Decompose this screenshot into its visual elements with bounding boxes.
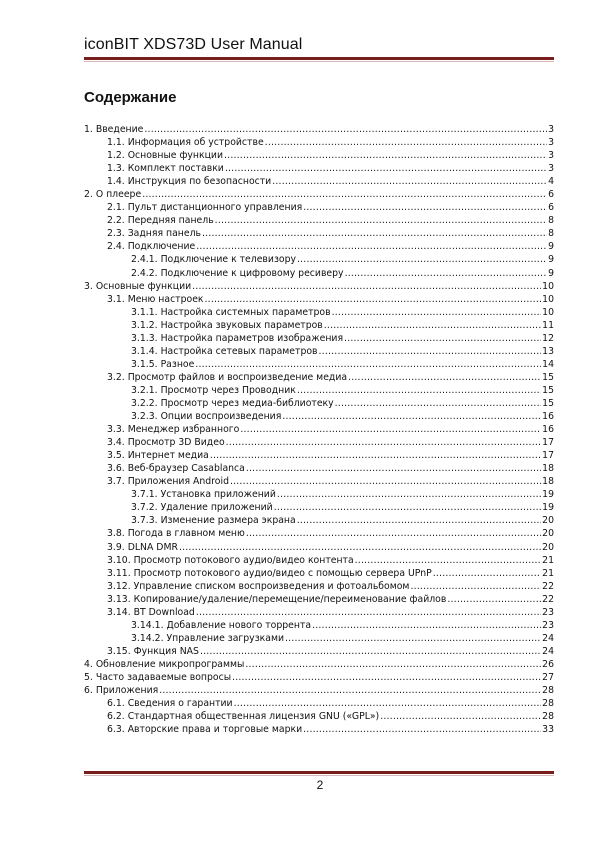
- toc-entry-title: 3.14.2. Управление загрузками: [131, 632, 284, 644]
- toc-entry-page: 8: [548, 228, 554, 240]
- toc-entry-page: 26: [542, 658, 554, 670]
- toc-entry[interactable]: [84, 214, 554, 227]
- toc-dot-leader: [282, 410, 541, 423]
- toc-entry[interactable]: [84, 567, 554, 580]
- toc-entry[interactable]: [84, 319, 554, 332]
- toc-entry-title: 3.2. Просмотр файлов и воспроизведение медиа: [107, 371, 348, 383]
- toc-entry[interactable]: [84, 671, 554, 684]
- toc-dot-leader: [240, 423, 541, 436]
- toc-entry[interactable]: [84, 201, 554, 214]
- toc-entry-page: 3: [548, 163, 554, 175]
- toc-entry[interactable]: [84, 253, 554, 266]
- toc-entry-page: 21: [542, 567, 554, 579]
- toc-dot-leader: [447, 593, 541, 606]
- toc-entry[interactable]: [84, 358, 554, 371]
- toc-entry-page: 17: [542, 450, 554, 462]
- toc-entry-page: 8: [548, 215, 554, 227]
- toc-entry-title: 1.4. Инструкция по безопасности: [107, 176, 272, 188]
- toc-entry-page: 3: [548, 124, 554, 135]
- toc-heading: Содержание: [84, 89, 177, 106]
- toc-entry-page: 6: [548, 202, 554, 214]
- toc-entry-title: 3.1.3. Настройка параметров изображения: [131, 332, 344, 344]
- toc-entry-page: 9: [548, 267, 554, 279]
- toc-dot-leader: [230, 475, 541, 488]
- toc-entry[interactable]: [84, 123, 554, 136]
- toc-entry-title: 2.4. Подключение: [107, 241, 196, 253]
- toc-dot-leader: [192, 280, 541, 293]
- toc-entry-page: 3: [548, 137, 554, 149]
- toc-dot-leader: [265, 136, 547, 149]
- toc-entry-page: 22: [542, 580, 554, 592]
- toc-entry[interactable]: [84, 136, 554, 149]
- toc-dot-leader: [225, 162, 547, 175]
- toc-dot-leader: [355, 554, 542, 567]
- toc-entry-page: 9: [548, 254, 554, 266]
- toc-entry-page: 28: [542, 698, 554, 710]
- toc-entry-title: 3.11. Просмотр потокового аудио/видео с помощью сервера UPnP: [107, 567, 432, 579]
- toc-entry-page: 3: [548, 150, 554, 162]
- toc-dot-leader: [245, 658, 541, 671]
- toc-entry-title: 3.5. Интернет медиа: [107, 450, 209, 462]
- header-rule: [84, 57, 554, 62]
- toc-entry-title: 3.12. Управление списком воспроизведения и фотоальбомом: [107, 580, 410, 592]
- toc-entry-title: 3.3. Менеджер избранного: [107, 424, 240, 436]
- toc-entry-page: 24: [542, 632, 554, 644]
- toc-entry[interactable]: [84, 723, 554, 736]
- toc-dot-leader: [205, 293, 542, 306]
- toc-dot-leader: [224, 149, 547, 162]
- toc-dot-leader: [196, 240, 547, 253]
- toc-entry-page: 33: [542, 724, 554, 736]
- toc-entry-page: 15: [542, 384, 554, 396]
- toc-entry-title: 3.13. Копирование/удаление/перемещение/переименование файлов: [107, 593, 447, 605]
- toc-entry-page: 18: [542, 463, 554, 475]
- toc-dot-leader: [144, 123, 547, 136]
- toc-entry-page: 23: [542, 606, 554, 618]
- toc-entry-page: 16: [542, 424, 554, 436]
- toc-entry[interactable]: [84, 227, 554, 240]
- toc-entry-page: 15: [542, 397, 554, 409]
- toc-entry-page: 19: [542, 489, 554, 501]
- toc-entry-title: 2.1. Пульт дистанционного управления: [107, 202, 303, 214]
- toc-entry-page: 15: [542, 371, 554, 383]
- toc-entry[interactable]: [84, 397, 554, 410]
- toc-entry-page: 16: [542, 411, 554, 423]
- toc-entry-page: 20: [542, 515, 554, 527]
- toc-dot-leader: [380, 710, 541, 723]
- toc-entry[interactable]: [84, 554, 554, 567]
- toc-entry[interactable]: [84, 514, 554, 527]
- toc-dot-leader: [195, 358, 541, 371]
- toc-entry-page: 28: [542, 711, 554, 723]
- toc-entry-page: 10: [542, 293, 554, 305]
- toc-entry-page: 13: [542, 345, 554, 357]
- toc-entry-title: 6. Приложения: [84, 685, 159, 697]
- toc-entry-page: 20: [542, 541, 554, 553]
- toc-entry-title: 3.1.1. Настройка системных параметров: [131, 306, 331, 318]
- toc-dot-leader: [297, 253, 547, 266]
- toc-dot-leader: [272, 175, 547, 188]
- toc-entry-title: 1.2. Основные функции: [107, 150, 224, 162]
- toc-dot-leader: [159, 684, 541, 697]
- toc-entry-title: 3. Основные функции: [84, 280, 192, 292]
- toc-entry-title: 3.7.2. Удаление приложений: [131, 502, 273, 514]
- toc-dot-leader: [285, 632, 541, 645]
- toc-entry[interactable]: [84, 371, 554, 384]
- toc-entry[interactable]: [84, 475, 554, 488]
- toc-dot-leader: [215, 214, 547, 227]
- toc-entry-title: 3.1.4. Настройка сетевых параметров: [131, 345, 318, 357]
- toc-entry-page: 10: [542, 306, 554, 318]
- toc-entry-page: 11: [542, 319, 554, 331]
- footer-rule: [84, 771, 554, 776]
- page-number: 2: [316, 778, 324, 792]
- toc-dot-leader: [274, 501, 541, 514]
- toc-entry[interactable]: [84, 149, 554, 162]
- toc-entry[interactable]: [84, 306, 554, 319]
- toc-entry-title: 6.3. Авторские права и торговые марки: [107, 724, 303, 736]
- toc-entry-title: 3.14. BT Download: [107, 606, 195, 618]
- toc-dot-leader: [277, 488, 541, 501]
- toc-entry-title: 1.1. Информация об устройстве: [107, 137, 264, 149]
- toc-entry-title: 3.2.1. Просмотр через Проводник: [131, 384, 296, 396]
- toc-entry[interactable]: [84, 332, 554, 345]
- toc-entry-title: 3.1. Меню настроек: [107, 293, 204, 305]
- toc-dot-leader: [179, 541, 541, 554]
- toc-entry-title: 6.2. Стандартная общественная лицензия GNU («GPL»): [107, 711, 380, 723]
- toc-entry-page: 17: [542, 437, 554, 449]
- toc-entry[interactable]: [84, 240, 554, 253]
- toc-dot-leader: [142, 188, 547, 201]
- toc-dot-leader: [297, 384, 541, 397]
- toc-dot-leader: [246, 527, 541, 540]
- toc-entry-page: 27: [542, 671, 554, 683]
- toc-entry[interactable]: [84, 501, 554, 514]
- toc-entry-title: 6.1. Сведения о гарантии: [107, 698, 233, 710]
- toc-entry-title: 3.7.1. Установка приложений: [131, 489, 276, 501]
- table-of-contents: [84, 123, 554, 736]
- toc-dot-leader: [410, 580, 541, 593]
- toc-entry[interactable]: [84, 606, 554, 619]
- toc-entry-title: 1.3. Комплект поставки: [107, 163, 224, 175]
- toc-entry[interactable]: [84, 710, 554, 723]
- toc-entry[interactable]: [84, 162, 554, 175]
- toc-dot-leader: [200, 645, 541, 658]
- toc-entry[interactable]: [84, 293, 554, 306]
- toc-dot-leader: [246, 462, 541, 475]
- toc-entry-title: 3.14.1. Добавление нового торрента: [131, 619, 312, 631]
- toc-dot-leader: [319, 345, 542, 358]
- toc-entry-page: 20: [542, 528, 554, 540]
- toc-entry-page: 22: [542, 593, 554, 605]
- page-header-title: iconBIT XDS73D User Manual: [84, 36, 303, 53]
- toc-entry[interactable]: [84, 384, 554, 397]
- toc-entry-page: 18: [542, 476, 554, 488]
- toc-dot-leader: [196, 606, 541, 619]
- toc-entry-page: 4: [548, 176, 554, 188]
- toc-entry-title: 3.15. Функция NAS: [107, 645, 199, 657]
- toc-entry-title: 3.9. DLNA DMR: [107, 541, 178, 553]
- toc-entry-title: 2.4.2. Подключение к цифровому ресиверу: [131, 267, 344, 279]
- toc-entry-title: 3.7.3. Изменение размера экрана: [131, 515, 296, 527]
- toc-dot-leader: [297, 514, 541, 527]
- toc-entry-page: 12: [542, 332, 554, 344]
- toc-entry-page: 9: [548, 241, 554, 253]
- toc-dot-leader: [226, 436, 542, 449]
- toc-entry[interactable]: [84, 580, 554, 593]
- toc-entry-title: 3.4. Просмотр 3D Видео: [107, 437, 225, 449]
- toc-entry[interactable]: [84, 658, 554, 671]
- toc-dot-leader: [234, 697, 542, 710]
- toc-entry[interactable]: [84, 267, 554, 280]
- toc-entry[interactable]: [84, 684, 554, 697]
- toc-dot-leader: [232, 671, 541, 684]
- toc-dot-leader: [344, 332, 541, 345]
- toc-entry-title: 4. Обновление микропрограммы: [84, 658, 245, 670]
- toc-entry[interactable]: [84, 280, 554, 293]
- toc-entry-page: 28: [542, 685, 554, 697]
- toc-dot-leader: [332, 306, 542, 319]
- toc-entry[interactable]: [84, 488, 554, 501]
- toc-entry-title: 5. Часто задаваемые вопросы: [84, 671, 232, 683]
- toc-dot-leader: [210, 449, 541, 462]
- toc-entry-page: 19: [542, 502, 554, 514]
- toc-entry-title: 3.2.3. Опции воспроизведения: [131, 411, 282, 423]
- toc-entry[interactable]: [84, 423, 554, 436]
- toc-entry[interactable]: [84, 645, 554, 658]
- toc-dot-leader: [433, 567, 541, 580]
- toc-entry-title: 3.2.2. Просмотр через медиа-библиотеку: [131, 397, 334, 409]
- toc-entry-title: 3.8. Погода в главном меню: [107, 528, 245, 540]
- toc-entry-title: 2.3. Задняя панель: [107, 228, 201, 240]
- toc-entry[interactable]: [84, 632, 554, 645]
- toc-entry-page: 14: [542, 358, 554, 370]
- toc-entry[interactable]: [84, 619, 554, 632]
- toc-dot-leader: [303, 201, 547, 214]
- toc-dot-leader: [348, 371, 541, 384]
- toc-entry-title: 3.10. Просмотр потокового аудио/видео контента: [107, 554, 354, 566]
- toc-dot-leader: [324, 319, 541, 332]
- toc-dot-leader: [335, 397, 542, 410]
- toc-entry-title: 3.6. Веб-браузер Casablanca: [107, 463, 245, 475]
- toc-entry[interactable]: [84, 345, 554, 358]
- toc-entry[interactable]: [84, 697, 554, 710]
- toc-entry-title: 2.2. Передняя панель: [107, 215, 214, 227]
- toc-entry[interactable]: [84, 410, 554, 423]
- toc-entry[interactable]: [84, 462, 554, 475]
- toc-entry-title: 3.1.5. Разное: [131, 358, 195, 370]
- toc-entry-page: 6: [548, 189, 554, 201]
- toc-entry[interactable]: [84, 175, 554, 188]
- toc-entry-page: 21: [542, 554, 554, 566]
- toc-dot-leader: [303, 723, 541, 736]
- toc-entry-title: 2. О плеере: [84, 189, 142, 201]
- toc-entry-title: 1. Введение: [84, 124, 144, 135]
- toc-entry-title: 3.1.2. Настройка звуковых параметров: [131, 319, 323, 331]
- toc-entry-page: 23: [542, 619, 554, 631]
- toc-entry[interactable]: [84, 188, 554, 201]
- toc-entry-page: 10: [542, 280, 554, 292]
- toc-dot-leader: [312, 619, 541, 632]
- toc-entry[interactable]: [84, 527, 554, 540]
- toc-entry[interactable]: [84, 436, 554, 449]
- toc-entry-title: 2.4.1. Подключение к телевизору: [131, 254, 296, 266]
- toc-entry-page: 24: [542, 645, 554, 657]
- toc-entry[interactable]: [84, 593, 554, 606]
- toc-dot-leader: [345, 267, 548, 280]
- toc-entry[interactable]: [84, 541, 554, 554]
- toc-dot-leader: [202, 227, 547, 240]
- toc-entry[interactable]: [84, 449, 554, 462]
- toc-entry-title: 3.7. Приложения Android: [107, 476, 229, 488]
